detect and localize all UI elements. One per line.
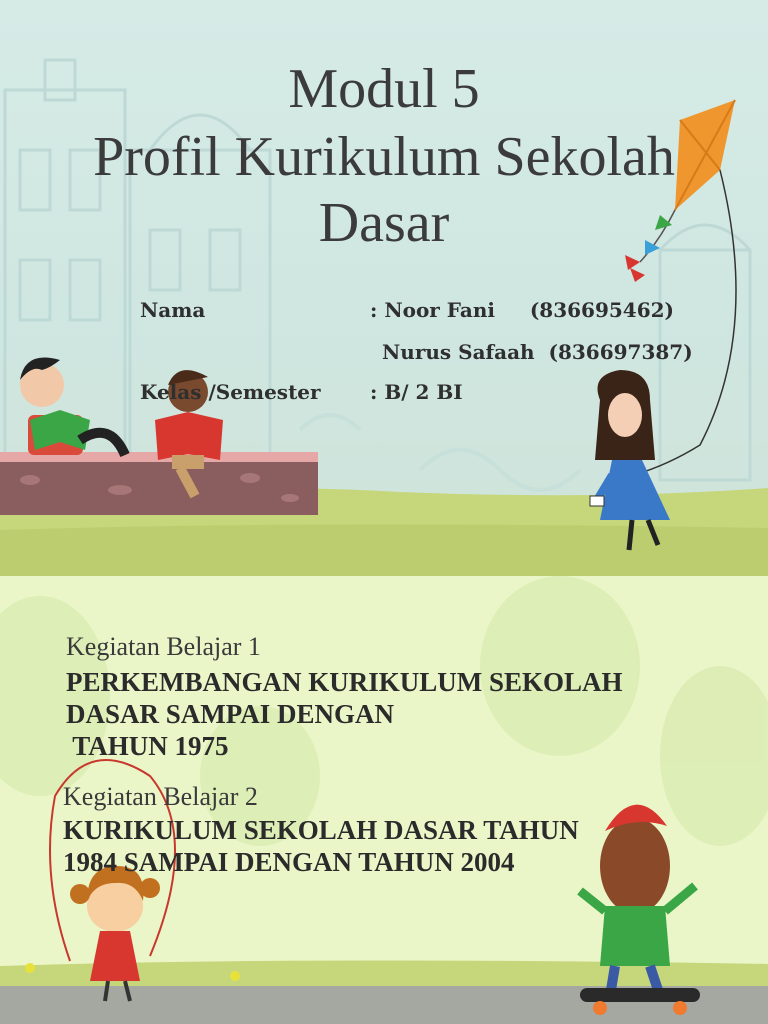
- kegiatan-belajar-1-title: PERKEMBANGAN KURIKULUM SEKOLAH DASAR SAMPAI DENGAN TAHUN 1975: [66, 667, 623, 761]
- kelas-label: Kelas /Semester: [140, 380, 321, 404]
- kegiatan-belajar-2-label: Kegiatan Belajar 2: [63, 782, 258, 811]
- kelas-value: : B/ 2 BI: [370, 380, 463, 404]
- title-line-1: Modul 5: [288, 58, 480, 120]
- kegiatan-belajar-1-label: Kegiatan Belajar 1: [66, 632, 261, 661]
- title-line-3: Dasar: [318, 192, 450, 254]
- nama-value-1: : Noor Fani (836695462): [370, 298, 674, 322]
- title-line-2: Profil Kurikulum Sekolah: [93, 126, 675, 188]
- kegiatan-belajar-2-title: KURIKULUM SEKOLAH DASAR TAHUN 1984 SAMPAI DENGAN TAHUN 2004: [63, 815, 579, 877]
- slide-2: [0, 576, 768, 1024]
- boy-reading-green-book: [20, 358, 125, 456]
- nama-value-2: Nurus Safaah (836697387): [382, 340, 693, 364]
- nama-label: Nama: [140, 298, 206, 322]
